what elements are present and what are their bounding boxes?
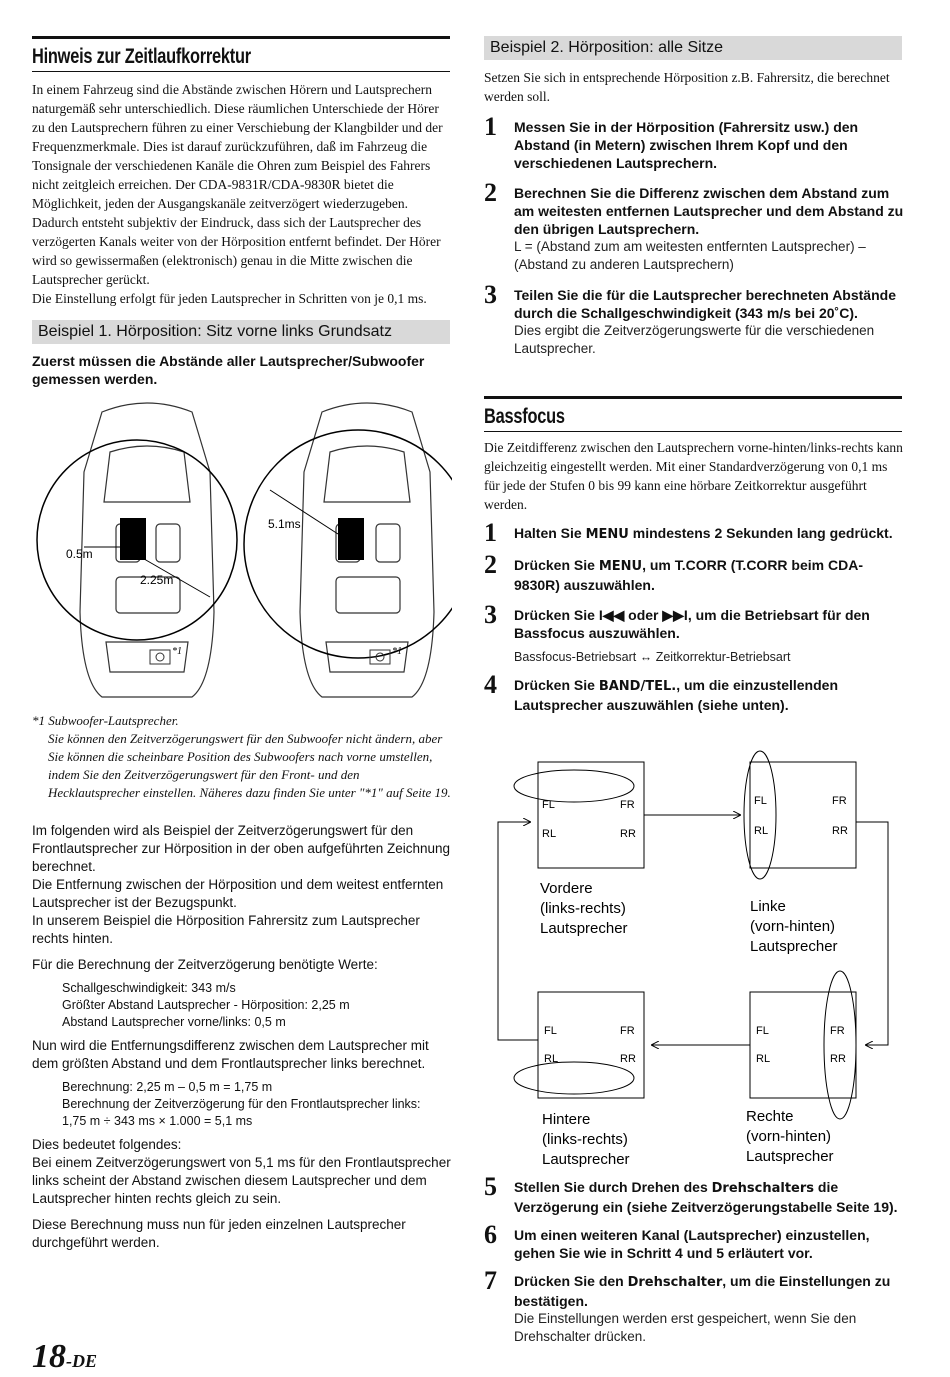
step-text: Teilen Sie die für die Lautsprecher berechneten Abstände durch die Schallgeschwindigkeit (343 m/s bei 20˚C). bbox=[514, 287, 896, 321]
label-fl: FL bbox=[756, 1025, 769, 1037]
calc-line-1: Berechnung: 2,25 m – 0,5 m = 1,75 m bbox=[62, 1080, 273, 1094]
example2-heading: Beispiel 2. Hörposition: alle Sitze bbox=[484, 36, 902, 60]
example2-step-2 bbox=[484, 178, 904, 274]
prev-key-icon: I◀◀ bbox=[598, 607, 625, 623]
step-number: 5 bbox=[484, 1172, 497, 1201]
label-rl: RL bbox=[754, 825, 769, 837]
step-text: Messen Sie in der Hörposition (Fahrersitz usw.) den Abstand (in Metern) zwischen Ihrem Kopf und den verschiedenen Lautsprechern. bbox=[514, 119, 859, 171]
caption-left-1: Linke bbox=[750, 898, 786, 915]
next-key-icon: ▶▶I bbox=[662, 607, 688, 623]
rotary-key: Drehschalter bbox=[627, 1275, 723, 1290]
footnote-mark-right: *1 bbox=[392, 646, 402, 657]
box-left bbox=[744, 751, 856, 955]
label-05m: 0.5m bbox=[66, 547, 93, 561]
calc-p2: Die Entfernung zwischen der Hörposition und dem weitest entfernten Lautsprecher ist der Bezugspunkt. bbox=[32, 877, 444, 910]
car-diagram bbox=[32, 392, 452, 704]
step-number: 2 bbox=[484, 550, 497, 579]
caption-right-3: Lautsprecher bbox=[746, 1148, 834, 1165]
step-number: 2 bbox=[484, 178, 497, 207]
step-desc: Die Einstellungen werden erst gespeichert, wenn Sie den Drehschalter drücken. bbox=[514, 1311, 857, 1344]
bassfocus-step-7 bbox=[484, 1266, 904, 1346]
label-fl: FL bbox=[754, 795, 767, 807]
step-text-part: Halten Sie bbox=[514, 525, 586, 541]
calc-p3: In unserem Beispiel die Hörposition Fahrersitz zum Lautsprecher rechts hinten. bbox=[32, 913, 420, 946]
step-text: Berechnen Sie die Differenz zwischen dem Abstand zum am weitesten entfernen Lautsprecher und dem Abstand zu den übrigen Lautsprechern. bbox=[514, 185, 904, 237]
example2-lead: Setzen Sie sich in entsprechende Hörposition z.B. Fahrersitz, die berechnet werden soll. bbox=[484, 70, 890, 104]
box-right bbox=[746, 971, 856, 1165]
step-text-part: , um die Einstellungen zu bestätigen. bbox=[514, 1273, 891, 1309]
intro-text: In einem Fahrzeug sind die Abstände zwischen Hörern und Lautsprechern naturgemäß sehr unterschiedlich. Diese räumlichen Unterschiede der Hörer zu den Lautsprechern führen zu einer Verschiebung der Klangbilder und der Frequenzmerkmale. Dies ist darauf zurückzuführen, daß im Fahrzeug die Tonsignale der verschiedenen Kanäle die Ohren zum Beispiel des Fahrers nicht zeitgleich erreichen. Der CDA-9831R/CDA-9830R bietet die Möglichkeit, jeden der Ausgangskanäle zeitverzögert wiederzugeben. Dadurch entsteht subjektiv der Eindruck, dass sich der Lautsprecher des verzögerten Kanals weiter von der Hörposition entfernt befindet. Der Hörer wird so gewissermaßen (elektronisch) genau in die Mitte zwischen die Lautsprecher gerückt. bbox=[32, 82, 443, 287]
value-speed: Schallgeschwindigkeit: 343 m/s bbox=[62, 981, 236, 995]
label-rr: RR bbox=[830, 1053, 846, 1065]
box-rear bbox=[514, 992, 644, 1168]
values-list bbox=[32, 980, 452, 1031]
bassfocus-step-4 bbox=[484, 670, 904, 714]
intro-paragraph bbox=[32, 80, 452, 308]
car-right bbox=[300, 403, 434, 697]
heading-underline bbox=[32, 71, 450, 72]
subwoofer-cone-left bbox=[156, 653, 164, 661]
label-rr: RR bbox=[832, 825, 848, 837]
arrow-rear-to-front bbox=[498, 822, 538, 1040]
label-51ms: 5.1ms bbox=[268, 517, 301, 531]
speaker-selection-flow bbox=[484, 740, 904, 1172]
bassfocus-step-5 bbox=[484, 1172, 904, 1216]
calc-p7: Bei einem Zeitverzögerungswert von 5,1 ms für den Frontlautsprecher links scheint der Abstand zwischen diesem Lautsprecher und dem Lautsprecher hinten rechts gleich zu sein. bbox=[32, 1155, 451, 1206]
driver-head-marker-right bbox=[338, 518, 364, 560]
bassfocus-intro: Die Zeitdifferenz zwischen den Lautsprechern vorne-hinten/links-rechts kann gleichzeitig eingestellt werden. Mit einer Standardverzögerung von 0,1 ms für jede der Stufen 0 bis 99 kann eine hörbare Zeitkorrektur ausgeführt werden. bbox=[484, 440, 903, 512]
step-text-part: Stellen Sie durch Drehen des bbox=[514, 1179, 712, 1195]
bassfocus-step-6 bbox=[484, 1220, 904, 1262]
step-text bbox=[514, 676, 904, 714]
caption-rear-1: Hintere bbox=[542, 1111, 591, 1128]
step-desc: Dies ergibt die Zeitverzögerungswerte für die verschiedenen Lautsprecher. bbox=[514, 323, 875, 356]
label-rl: RL bbox=[544, 1053, 559, 1065]
step-text bbox=[514, 1272, 904, 1310]
heading-underline bbox=[484, 431, 902, 432]
label-rl: RL bbox=[542, 828, 557, 840]
step-text-part: , um die Betriebsart für den Bassfocus auszuwählen. bbox=[514, 607, 870, 641]
step-text-part: Drücken Sie bbox=[514, 677, 599, 693]
menu-key: MENU bbox=[585, 527, 629, 542]
label-fr: FR bbox=[620, 1025, 635, 1037]
label-fr: FR bbox=[832, 795, 847, 807]
value-front-distance: Abstand Lautsprecher vorne/links: 0,5 m bbox=[62, 1015, 286, 1029]
calc-p8: Diese Berechnung muss nun für jeden einzelnen Lautsprecher durchgeführt werden. bbox=[32, 1217, 406, 1250]
section-heading-bar bbox=[32, 36, 450, 72]
calc-p1: Im folgenden wird als Beispiel der Zeitverzögerungswert für den Frontlautsprecher zur Hörposition in der oben aufgeführten Zeichnung berechnet. bbox=[32, 823, 450, 874]
label-rl: RL bbox=[756, 1053, 771, 1065]
subwoofer-left bbox=[150, 650, 170, 664]
step-number: 7 bbox=[484, 1266, 497, 1295]
page-number-value: 18 bbox=[32, 1338, 66, 1375]
step-number: 3 bbox=[484, 280, 497, 309]
caption-front-3: Lautsprecher bbox=[540, 920, 628, 937]
label-fr: FR bbox=[620, 799, 635, 811]
caption-rear-2: (links-rechts) bbox=[542, 1131, 628, 1148]
calc-p6: Dies bedeutet folgendes: bbox=[32, 1137, 182, 1152]
menu-key: MENU bbox=[598, 559, 643, 574]
footnote-mark: *1 bbox=[32, 713, 45, 728]
label-fl: FL bbox=[542, 799, 555, 811]
step-number: 4 bbox=[484, 670, 497, 699]
footnote-title: Subwoofer-Lautsprecher. bbox=[48, 713, 179, 728]
bassfocus-heading: Bassfocus bbox=[484, 405, 565, 428]
label-fl: FL bbox=[544, 1025, 557, 1037]
step-text-part: Drücken Sie bbox=[514, 607, 599, 623]
step-text-part: , um T.CORR (T.CORR beim CDA-9830R) auszuwählen. bbox=[514, 557, 863, 593]
step-text-part: mindestens 2 Sekunden lang gedrückt. bbox=[628, 525, 893, 541]
bassfocus-steps-1-4 bbox=[484, 518, 904, 714]
step-desc: Bassfocus-Betriebsart ↔ Zeitkorrektur-Betriebsart bbox=[514, 650, 791, 664]
label-rr: RR bbox=[620, 828, 636, 840]
label-rr: RR bbox=[620, 1053, 636, 1065]
bassfocus-heading-bar bbox=[484, 396, 902, 432]
driver-head-marker-left bbox=[120, 518, 146, 560]
calc-line-3: 1,75 m ÷ 343 ms × 1.000 = 5,1 ms bbox=[62, 1114, 253, 1128]
band-tel-key: BAND/TEL. bbox=[598, 679, 677, 694]
step-text-part: die Verzögerung ein (siehe Zeitverzögerungstabelle Seite 19). bbox=[514, 1179, 898, 1215]
step-text-part: , um die einzustellenden Lautsprecher auszuwählen (siehe unten). bbox=[514, 677, 838, 713]
step-text: Um einen weiteren Kanal (Lautsprecher) einzustellen, gehen Sie wie in Schritt 4 und 5 erläutert vor. bbox=[514, 1227, 870, 1261]
arrow-left-to-right bbox=[856, 822, 888, 1045]
step-number: 1 bbox=[484, 518, 497, 547]
bassfocus-step-2 bbox=[484, 550, 904, 594]
step-text bbox=[514, 556, 904, 594]
step-text-part: Drücken Sie den bbox=[514, 1273, 628, 1289]
step-number: 1 bbox=[484, 112, 497, 141]
caption-rear-3: Lautsprecher bbox=[542, 1151, 630, 1168]
step-text-part: Drücken Sie bbox=[514, 557, 599, 573]
calc-list bbox=[32, 1079, 452, 1130]
intro-text-2: Die Einstellung erfolgt für jeden Lautsprecher in Schritten von je 0,1 ms. bbox=[32, 291, 427, 306]
box-front bbox=[514, 762, 644, 937]
step-text bbox=[514, 524, 904, 544]
page-number bbox=[32, 1338, 97, 1376]
step-text-part: oder bbox=[624, 607, 663, 623]
calc-block bbox=[32, 822, 452, 1252]
bassfocus-step-1 bbox=[484, 518, 904, 547]
footnote-mark-left: *1 bbox=[172, 646, 182, 657]
step-number: 6 bbox=[484, 1220, 497, 1249]
example1-heading: Beispiel 1. Hörposition: Sitz vorne links Grundsatz bbox=[32, 320, 450, 344]
label-fr: FR bbox=[830, 1025, 845, 1037]
caption-right-2: (vorn-hinten) bbox=[746, 1128, 832, 1145]
bassfocus-steps-5-7 bbox=[484, 1172, 904, 1346]
value-max-distance: Größter Abstand Lautsprecher - Hörposition: 2,25 m bbox=[62, 998, 350, 1012]
bassfocus-step-3 bbox=[484, 600, 904, 666]
calc-p5: Nun wird die Entfernungsdifferenz zwischen dem Lautsprecher mit dem größten Abstand und dem Frontlautsprecher links berechnet. bbox=[32, 1038, 429, 1071]
caption-left-3: Lautsprecher bbox=[750, 938, 838, 955]
footnote-body: Sie können den Zeitverzögerungswert für den Subwoofer nicht ändern, aber Sie können die scheinbare Position des Subwoofers nach vorne umstellen, indem Sie den Zeitverzögerungswert für den Front- und den Hecklautsprecher einstellen. Näheres dazu finden Sie unter "*1" auf Seite 19. bbox=[48, 731, 451, 800]
step-text bbox=[514, 1178, 904, 1216]
calc-line-2: Berechnung der Zeitverzögerung für den Frontlautsprecher links: bbox=[62, 1097, 421, 1111]
caption-front-1: Vordere bbox=[540, 880, 593, 897]
caption-left-2: (vorn-hinten) bbox=[750, 918, 836, 935]
example1-lead: Zuerst müssen die Abstände aller Lautsprecher/Subwoofer gemessen werden. bbox=[32, 353, 425, 387]
rotary-key: Drehschalters bbox=[711, 1181, 815, 1196]
step-desc: L = (Abstand zum am weitesten entfernten Lautsprecher) – (Abstand zu anderen Lautsprechern) bbox=[514, 239, 866, 272]
step-text bbox=[514, 606, 904, 642]
section-heading: Hinweis zur Zeitlaufkorrektur bbox=[32, 45, 251, 68]
step-number: 3 bbox=[484, 600, 497, 629]
page-language-suffix: -DE bbox=[66, 1351, 97, 1371]
footnote bbox=[32, 712, 452, 802]
caption-right-1: Rechte bbox=[746, 1108, 794, 1125]
example2-step-1 bbox=[484, 112, 904, 172]
calc-p4: Für die Berechnung der Zeitverzögerung benötigte Werte: bbox=[32, 957, 378, 972]
label-225m: 2.25m bbox=[140, 573, 174, 587]
example2-steps bbox=[484, 112, 904, 358]
caption-front-2: (links-rechts) bbox=[540, 900, 626, 917]
example2-step-3 bbox=[484, 280, 904, 358]
